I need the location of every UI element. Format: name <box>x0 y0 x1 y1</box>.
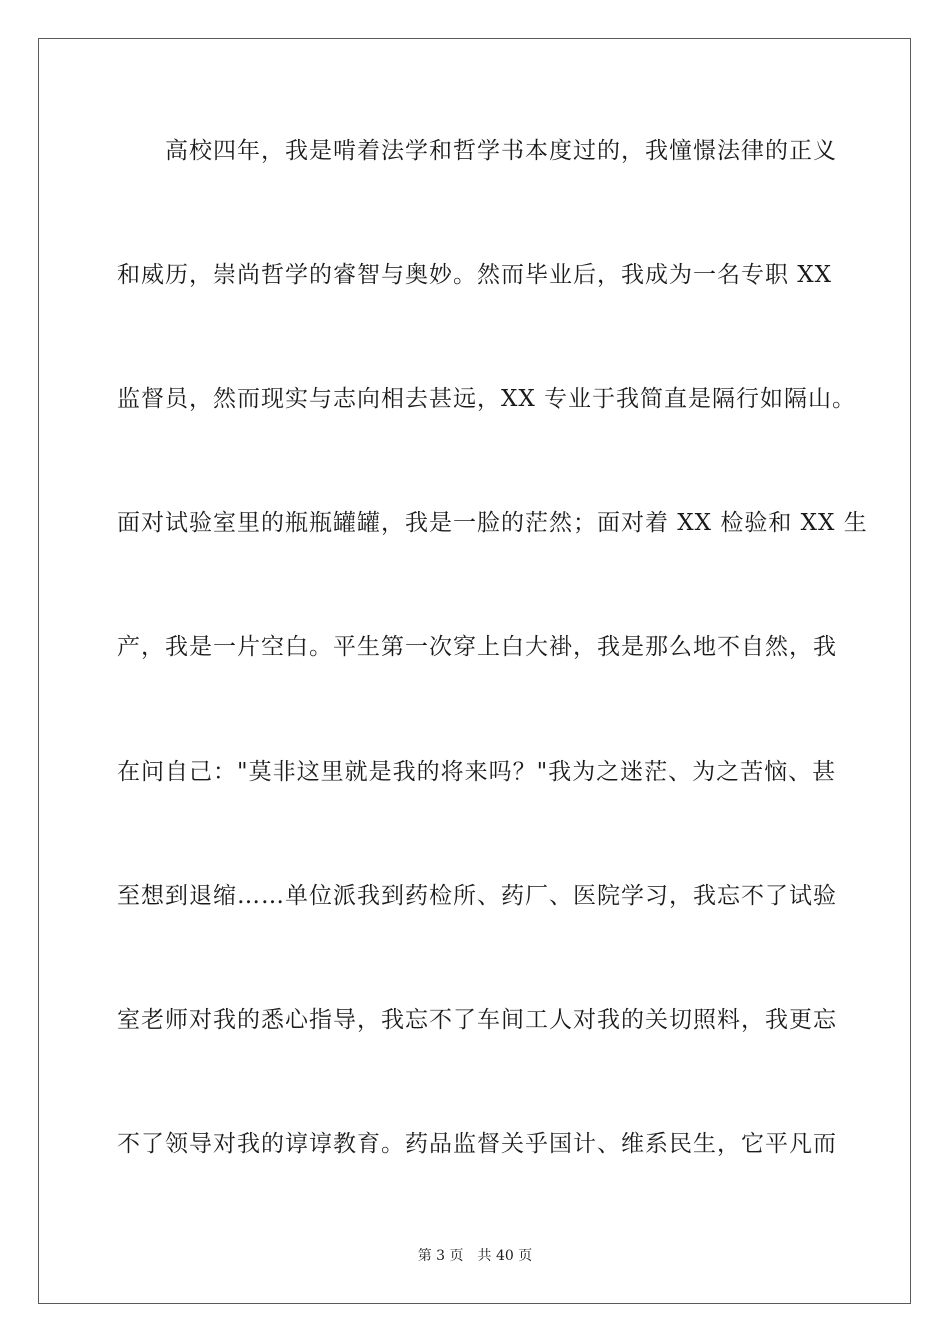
paragraph-line-2: 和威历，崇尚哲学的睿智与奥妙。然而毕业后，我成为一名专职 XX <box>117 262 833 288</box>
page-number: 第 3 页 <box>417 1248 464 1264</box>
paragraph-line-7: 至想到退缩……单位派我到药检所、药厂、医院学习，我忘不了试验 <box>117 883 837 909</box>
paragraph-line-6: 在问自己："莫非这里就是我的将来吗？"我为之迷茫、为之苦恼、甚 <box>117 759 837 785</box>
paragraph-line-9: 不了领导对我的谆谆教育。药品监督关乎国计、维系民生，它平凡而 <box>117 1131 837 1157</box>
paragraph-line-5: 产，我是一片空白。平生第一次穿上白大褂，我是那么地不自然，我 <box>117 634 837 660</box>
page-footer <box>0 1247 950 1265</box>
page-total: 共 40 页 <box>477 1248 533 1264</box>
paragraph-line-8: 室老师对我的悉心指导，我忘不了车间工人对我的关切照料，我更忘 <box>117 1007 837 1033</box>
paragraph-line-4: 面对试验室里的瓶瓶罐罐，我是一脸的茫然；面对着 XX 检验和 XX 生 <box>117 510 868 536</box>
paragraph-line-1: 高校四年，我是啃着法学和哲学书本度过的，我憧憬法律的正义 <box>165 138 837 164</box>
paragraph-line-3: 监督员，然而现实与志向相去甚远，XX 专业于我简直是隔行如隔山。 <box>117 386 857 412</box>
page-border <box>38 38 911 1304</box>
